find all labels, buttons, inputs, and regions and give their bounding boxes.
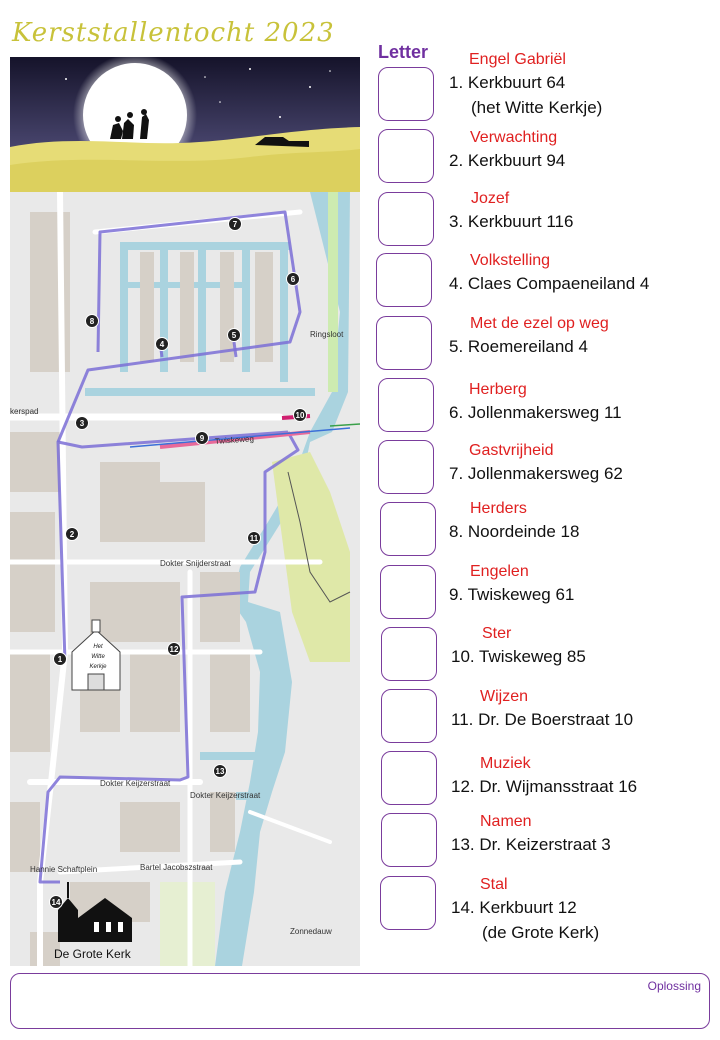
map-marker-6[interactable] — [287, 273, 300, 286]
map-marker-label: 3 — [79, 419, 85, 428]
stop-address-4: 4. Claes Compaeneiland 4 — [449, 274, 650, 293]
witte-kerkje-label-line3: Kerkje — [89, 664, 107, 670]
map-marker-8[interactable] — [86, 315, 99, 328]
street-label-keijzerstraat-b: Dokter Keijzerstraat — [190, 791, 261, 800]
stop-address-7: 7. Jollenmakersweg 62 — [449, 464, 623, 483]
map-marker-14[interactable] — [50, 896, 63, 909]
street-label-twiskeweg: Twiskeweg — [214, 434, 255, 446]
map-marker-label: 9 — [199, 434, 205, 443]
map-marker-label: 13 — [215, 767, 225, 776]
street-label-ringsloot: Ringsloot — [310, 330, 344, 339]
map-marker-label: 11 — [249, 534, 259, 543]
stop-address-3: 3. Kerkbuurt 116 — [449, 212, 574, 231]
stop-address-10: 10. Twiskeweg 85 — [451, 647, 586, 666]
map-marker-10[interactable] — [294, 409, 307, 422]
letter-box-11[interactable] — [381, 689, 437, 743]
letter-box-2[interactable] — [378, 129, 434, 183]
stop-theme-4: Volkstelling — [470, 252, 551, 269]
stop-theme-13: Namen — [480, 813, 532, 830]
stop-address-14: 14. Kerkbuurt 12 — [451, 898, 577, 917]
witte-kerkje-label-line1: Het — [93, 644, 103, 650]
map-marker-9[interactable] — [196, 432, 209, 445]
stop-extra-1: (het Witte Kerkje) — [471, 98, 603, 117]
map-marker-label: 4 — [159, 340, 165, 349]
map-marker-label: 2 — [69, 530, 75, 539]
map-marker-7[interactable] — [229, 218, 242, 231]
stop-address-8: 8. Noordeinde 18 — [449, 522, 580, 541]
street-label-hannie: Hannie Schaftplein — [30, 865, 98, 874]
stop-theme-11: Wijzen — [480, 688, 529, 705]
letter-box-8[interactable] — [380, 502, 436, 556]
letter-box-14[interactable] — [380, 876, 436, 930]
map-marker-13[interactable] — [214, 765, 227, 778]
street-label-zonnedauw: Zonnedauw — [290, 927, 332, 936]
stop-theme-1: Engel Gabriël — [469, 51, 566, 68]
stop-theme-12: Muziek — [480, 755, 531, 772]
letter-box-3[interactable] — [378, 192, 434, 246]
map-marker-2[interactable] — [66, 528, 79, 541]
stop-theme-3: Jozef — [471, 190, 510, 207]
letter-box-4[interactable] — [376, 253, 432, 307]
stop-address-13: 13. Dr. Keizerstraat 3 — [451, 835, 611, 854]
letter-box-6[interactable] — [378, 378, 434, 432]
stop-address-12: 12. Dr. Wijmansstraat 16 — [451, 777, 638, 796]
letter-box-12[interactable] — [381, 751, 437, 805]
route-map — [10, 192, 360, 966]
map-marker-label: 10 — [295, 411, 305, 420]
map-marker-label: 8 — [89, 317, 95, 326]
letter-box-1[interactable] — [378, 67, 434, 121]
map-marker-12[interactable] — [168, 643, 181, 656]
stop-extra-14: (de Grote Kerk) — [482, 923, 600, 942]
stop-theme-5: Met de ezel op weg — [470, 315, 609, 332]
stop-theme-14: Stal — [480, 876, 508, 893]
page-title: Kerststallentocht 2023 — [12, 18, 335, 48]
stop-theme-10: Ster — [482, 625, 512, 642]
stop-theme-8: Herders — [470, 500, 527, 517]
nativity-banner — [10, 57, 360, 192]
stop-theme-2: Verwachting — [470, 129, 558, 146]
witte-kerkje-label-line2: Witte — [91, 654, 105, 660]
letter-header: Letter — [378, 42, 429, 62]
letter-box-7[interactable] — [378, 440, 434, 494]
map-marker-label: 1 — [57, 655, 63, 664]
map-marker-label: 5 — [231, 331, 237, 340]
map-marker-4[interactable] — [156, 338, 169, 351]
map-marker-11[interactable] — [248, 532, 261, 545]
solution-label: Oplossing — [647, 979, 701, 993]
map-marker-1[interactable] — [54, 653, 67, 666]
letter-box-9[interactable] — [380, 565, 436, 619]
stop-theme-7: Gastvrijheid — [469, 442, 554, 459]
stop-address-6: 6. Jollenmakersweg 11 — [449, 403, 622, 422]
solution-box[interactable] — [10, 973, 710, 1029]
stop-address-1: 1. Kerkbuurt 64 — [449, 73, 566, 92]
grote-kerk-label: De Grote Kerk — [54, 947, 131, 961]
stop-theme-9: Engelen — [470, 563, 529, 580]
stop-address-11: 11. Dr. De Boerstraat 10 — [451, 710, 634, 729]
stop-address-9: 9. Twiskeweg 61 — [449, 585, 575, 604]
map-marker-label: 12 — [169, 645, 179, 654]
stop-theme-6: Herberg — [469, 381, 527, 398]
letter-box-10[interactable] — [381, 627, 437, 681]
map-marker-label: 7 — [232, 220, 238, 229]
map-marker-label: 6 — [290, 275, 296, 284]
stop-address-5: 5. Roemereiland 4 — [449, 337, 588, 356]
map-marker-5[interactable] — [228, 329, 241, 342]
street-label-snijderstraat: Dokter Snijderstraat — [160, 559, 231, 568]
letter-box-13[interactable] — [381, 813, 437, 867]
map-marker-3[interactable] — [76, 417, 89, 430]
letter-box-5[interactable] — [376, 316, 432, 370]
street-label-kerspad: kerspad — [10, 407, 39, 416]
street-label-keijzerstraat-a: Dokter Keijzerstraat — [100, 779, 171, 788]
map-marker-label: 14 — [51, 898, 61, 907]
stop-address-2: 2. Kerkbuurt 94 — [449, 151, 566, 170]
street-label-bartel: Bartel Jacobszstraat — [140, 863, 213, 872]
